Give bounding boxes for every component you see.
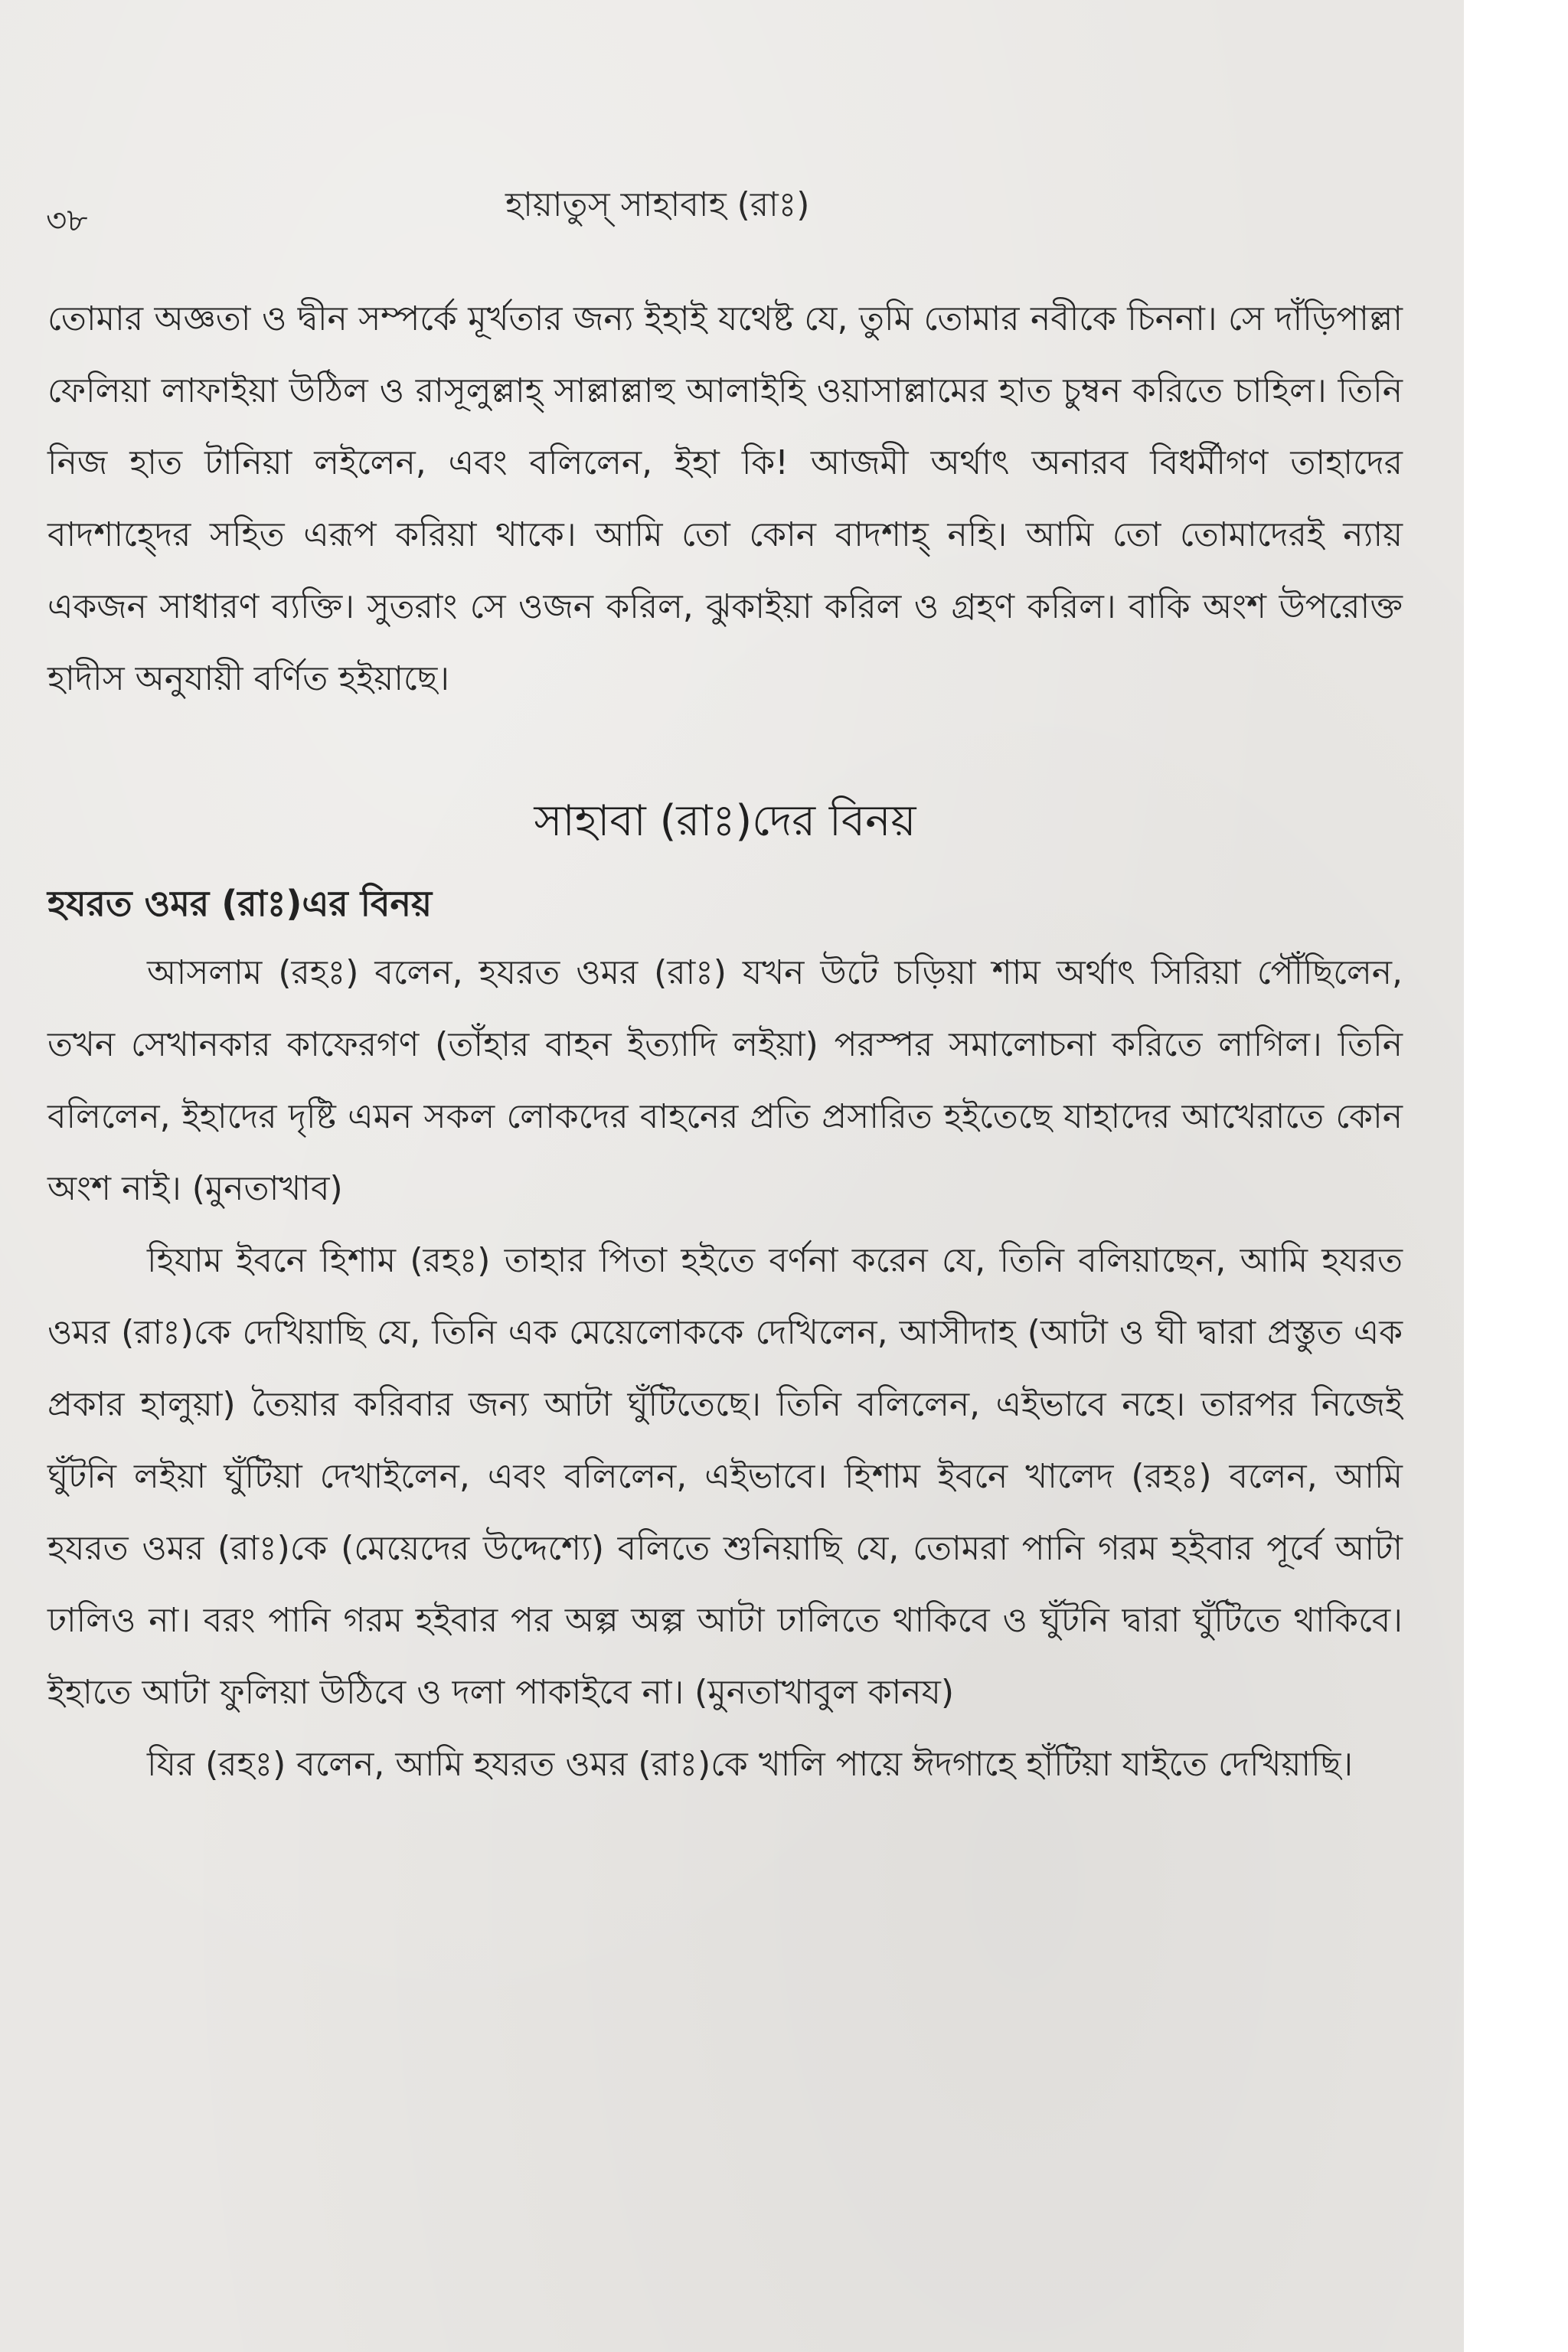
intro-paragraph: তোমার অজ্ঞতা ও দ্বীন সম্পর্কে মূর্খতার জন্য ইহাই যথেষ্ট যে, তুমি তোমার নবীকে চিননা। সে দাঁড়িপাল্লা ফেলিয়া লাফাইয়া উঠিল ও রাসূলুল্লাহ্ সাল্লাল্লাহু আলাইহি ওয়াসাল্লামের হাত চুম্বন করিতে চাহিল। তিনি নিজ হাত টানিয়া লইলেন, এবং বলিলেন, ইহা কি! আজমী অর্থাৎ অনারব বিধর্মীগণ তাহাদের বাদশাহ্দের সহিত এরূপ করিয়া থাকে। আমি তো কোন বাদশাহ্ নহি। আমি তো তোমাদেরই ন্যায় একজন সাধারণ ব্যক্তি। সুতরাং সে ওজন করিল, ঝুকাইয়া করিল ও গ্রহণ করিল। বাকি অংশ উপরোক্ত হাদীস অনুযায়ী বর্ণিত হইয়াছে। <box>47 299 1403 698</box>
page-margin <box>1464 0 1568 2352</box>
section-title: সাহাবা (রাঃ)দের বিনয় <box>534 796 916 846</box>
page-body <box>47 283 1403 1801</box>
page-number: ৩৮ <box>46 201 88 239</box>
paragraph-aslam: আসলাম (রহঃ) বলেন, হযরত ওমর (রাঃ) যখন উটে চড়িয়া শাম অর্থাৎ সিরিয়া পৌঁছিলেন, তখন সেখানকার কাফেরগণ (তাঁহার বাহন ইত্যাদি লইয়া) পরস্পর সমালোচনা করিতে লাগিল। তিনি বলিলেন, ইহাদের দৃষ্টি এমন সকল লোকদের বাহনের প্রতি প্রসারিত হইতেছে যাহাদের আখেরাতে কোন অংশ নাই। (মুনতাখাব) <box>47 953 1403 1208</box>
paragraph-hizam: হিযাম ইবনে হিশাম (রহঃ) তাহার পিতা হইতে বর্ণনা করেন যে, তিনি বলিয়াছেন, আমি হযরত ওমর (রাঃ)কে দেখিয়াছি যে, তিনি এক মেয়েলোককে দেখিলেন, আসীদাহ (আটা ও ঘী দ্বারা প্রস্তুত এক প্রকার হালুয়া) তৈয়ার করিবার জন্য আটা ঘুঁটিতেছে। তিনি বলিলেন, এইভাবে নহে। তারপর নিজেই ঘুঁটনি লইয়া ঘুঁটিয়া দেখাইলেন, এবং বলিলেন, এইভাবে। হিশাম ইবনে খালেদ (রহঃ) বলেন, আমি হযরত ওমর (রাঃ)কে (মেয়েদের উদ্দেশ্যে) বলিতে শুনিয়াছি যে, তোমরা পানি গরম হইবার পূর্বে আটা ঢালিও না। বরং পানি গরম হইবার পর অল্প অল্প আটা ঢালিতে থাকিবে ও ঘুঁটনি দ্বারা ঘুঁটিতে থাকিবে। ইহাতে আটা ফুলিয়া উঠিবে ও দলা পাকাইবে না। (মুনতাখাবুল কানয) <box>47 1241 1403 1712</box>
running-title: হায়াতুস্ সাহাবাহ (রাঃ) <box>505 185 810 224</box>
paragraph-zir: যির (রহঃ) বলেন, আমি হযরত ওমর (রাঃ)কে খালি পায়ে ঈদগাহে হাঁটিয়া যাইতে দেখিয়াছি। <box>147 1745 1354 1784</box>
subsection-title: হযরত ওমর (রাঃ)এর বিনয় <box>47 883 433 924</box>
